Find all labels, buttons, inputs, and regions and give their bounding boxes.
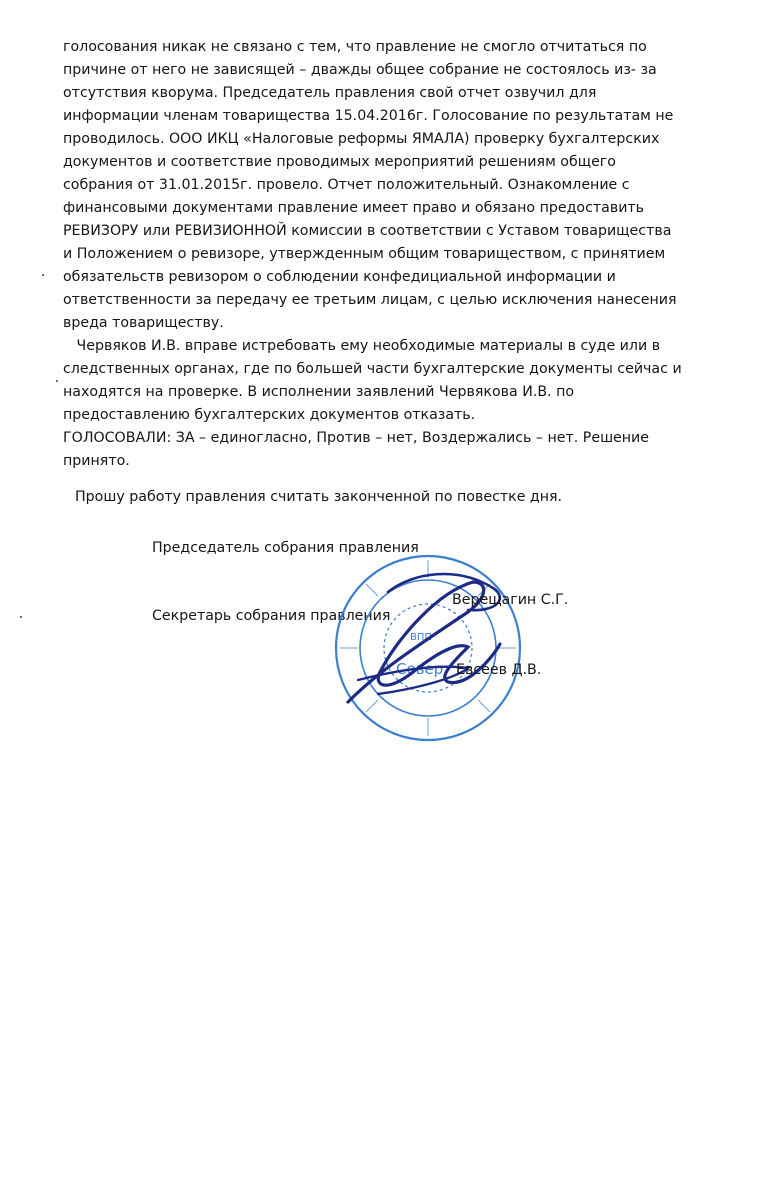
- paragraph-closing: [63, 486, 723, 509]
- text-line: обязательств ревизором о соблюдении конфедициальной информации и: [63, 269, 616, 285]
- text-line: отсутствия кворума. Председатель правления свой отчет озвучил для: [63, 85, 597, 101]
- paragraph-decision: [63, 335, 723, 473]
- text-line: предоставлению бухгалтерских документов отказать.: [63, 407, 476, 423]
- text-line: принято.: [63, 453, 130, 469]
- text-line: документов и соответствие проводимых мероприятий решениям общего: [63, 154, 616, 170]
- text-line: вреда товариществу.: [63, 315, 224, 331]
- document-body: [63, 36, 723, 509]
- scan-speck: [20, 616, 22, 618]
- voting-result-line: ГОЛОСОВАЛИ: ЗА – единогласно, Против – нет, Воздержались – нет. Решение: [63, 430, 650, 446]
- text-line: причине от него не зависящей – дважды общее собрание не состоялось из- за: [63, 62, 657, 78]
- closing-line: Прошу работу правления считать законченной по повестке дня.: [75, 489, 563, 505]
- text-line: финансовыми документами правление имеет право и обязано предоставить: [63, 200, 645, 216]
- spacer: [63, 473, 723, 486]
- text-line: проводилось. ООО ИКЦ «Налоговые реформы ЯМАЛА) проверку бухгалтерских: [63, 131, 660, 147]
- text-line: ответственности за передачу ее третьим лицам, с целью исключения нанесения: [63, 292, 677, 308]
- secretary-label: Секретарь собрания правления: [152, 608, 391, 624]
- text-line: голосования никак не связано с тем, что правление не смогло отчитаться по: [63, 39, 647, 55]
- text-line: находятся на проверке. В исполнении заявлений Червякова И.В. по: [63, 384, 575, 400]
- stamp-small-text: ВПП: [410, 632, 432, 643]
- stamp-main-text: Север: [396, 660, 444, 678]
- scan-speck: [56, 380, 58, 382]
- text-line: РЕВИЗОРУ или РЕВИЗИОННОЙ комиссии в соответствии с Уставом товарищества: [63, 223, 672, 239]
- secretary-name: Евсеев Д.В.: [456, 662, 542, 678]
- text-line: Червяков И.В. вправе истребовать ему необходимые материалы в суде или в: [63, 338, 661, 354]
- text-line: информации членам товарищества 15.04.2016г. Голосование по результатам не: [63, 108, 674, 124]
- text-line: собрания от 31.01.2015г. провело. Отчет положительный. Ознакомление с: [63, 177, 630, 193]
- text-line: и Положением о ревизоре, утвержденным общим товариществом, с принятием: [63, 246, 666, 262]
- chairman-label: Председатель собрания правления: [152, 540, 419, 556]
- chairman-name: Верещагин С.Г.: [452, 592, 569, 608]
- scan-speck: [42, 274, 44, 276]
- paragraph-report: [63, 36, 723, 335]
- text-line: следственных органах, где по большей части бухгалтерские документы сейчас и: [63, 361, 682, 377]
- organization-stamp: [318, 552, 538, 752]
